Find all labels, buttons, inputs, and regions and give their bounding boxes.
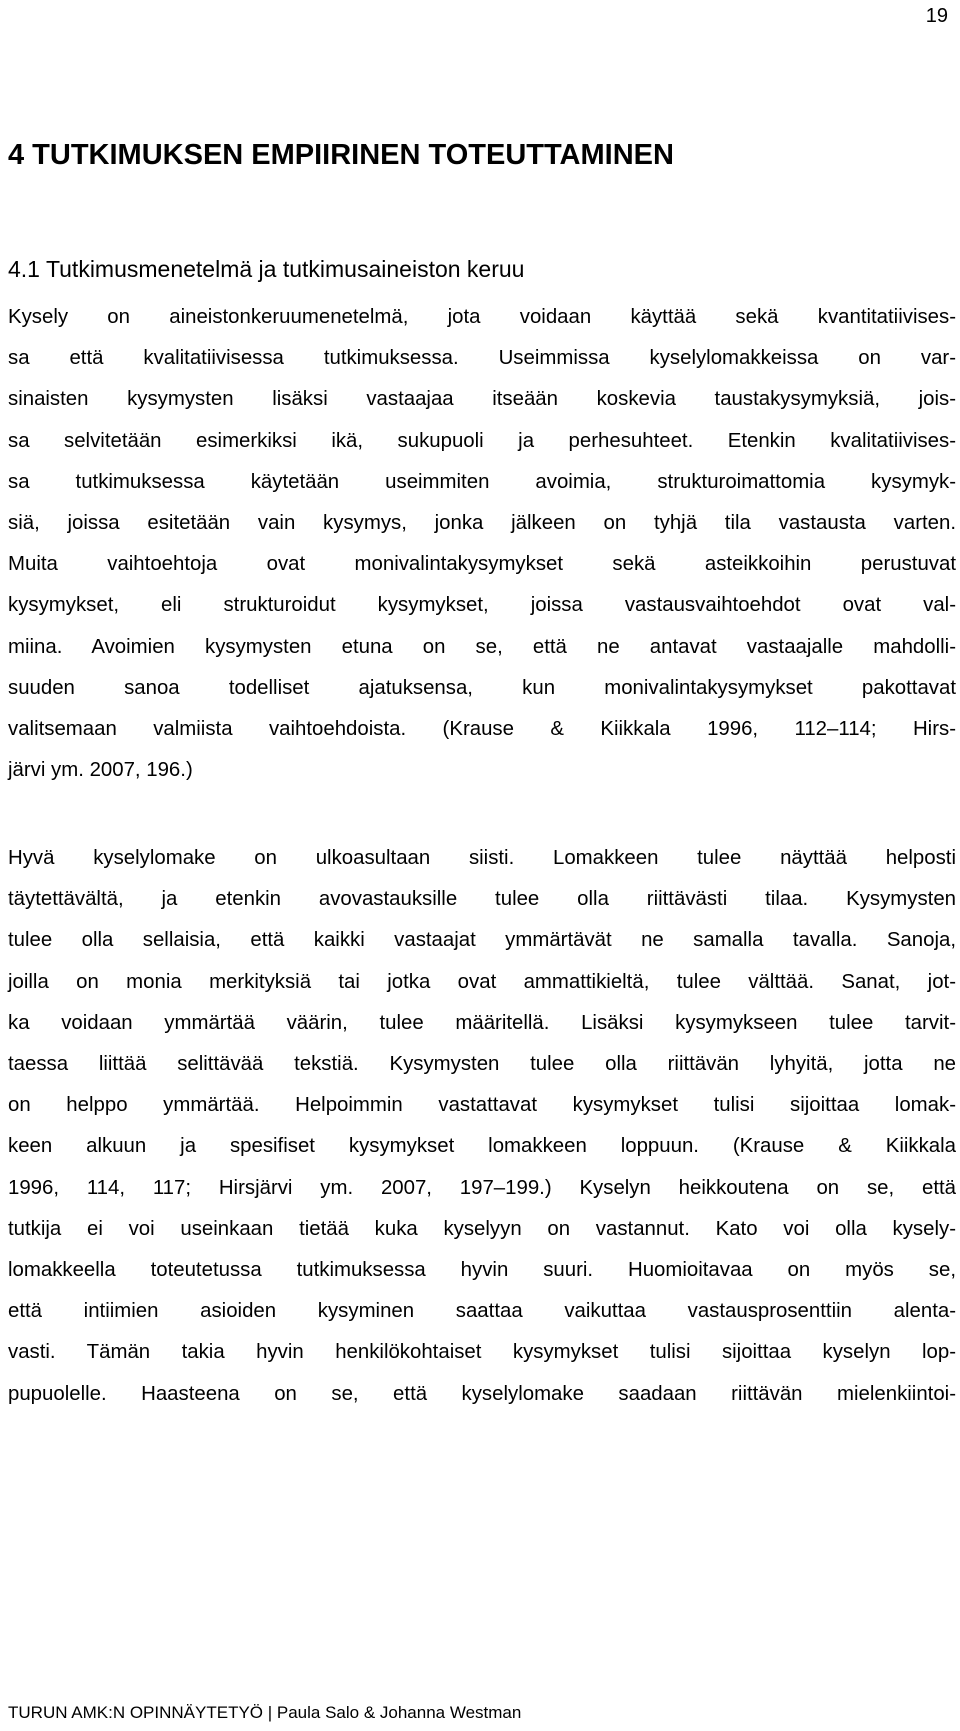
text-line: suuden sanoa todelliset ajatuksensa, kun monivalintakysymykset pakottavat <box>8 676 956 699</box>
text-line: että intiimien asioiden kysyminen saattaa vaikuttaa vastausprosenttiin alenta- <box>8 1300 956 1323</box>
text-line: Muita vaihtoehtoja ovat monivalintakysymykset sekä asteikkoihin perustuvat <box>8 553 956 576</box>
text-line: pupuolelle. Haasteena on se, että kyselylomake saadaan riittävän mielenkiintoi- <box>8 1382 956 1405</box>
chapter-heading: 4 TUTKIMUKSEN EMPIIRINEN TOTEUTTAMINEN <box>8 139 674 171</box>
text-line: vasti. Tämän takia hyvin henkilökohtaiset kysymykset tulisi sijoittaa kyselyn lop- <box>8 1341 956 1364</box>
text-line: joilla on monia merkityksiä tai jotka ovat ammattikieltä, tulee välttää. Sanat, jot- <box>8 970 956 993</box>
text-line: keen alkuun ja spesifiset kysymykset lomakkeen loppuun. (Krause & Kiikkala <box>8 1135 956 1158</box>
text-line: ka voidaan ymmärtää väärin, tulee määritellä. Lisäksi kysymykseen tulee tarvit- <box>8 1011 956 1034</box>
section-heading: 4.1 Tutkimusmenetelmä ja tutkimusaineiston keruu <box>8 256 525 282</box>
text-line: taessa liittää selittävää tekstiä. Kysymysten tulee olla riittävän lyhyitä, jotta ne <box>8 1053 956 1076</box>
paragraph-questionnaire-method <box>8 297 956 791</box>
text-line: sa selvitetään esimerkiksi ikä, sukupuoli ja perhesuhteet. Etenkin kvalitatiivises- <box>8 429 956 452</box>
footer: TURUN AMK:N OPINNÄYTETYÖ | Paula Salo & Johanna Westman <box>8 1703 522 1722</box>
text-line: sa että kvalitatiivisessa tutkimuksessa. Useimmissa kyselylomakkeissa on var- <box>8 347 956 370</box>
text-line: järvi ym. 2007, 196.) <box>8 759 193 782</box>
text-line: miina. Avoimien kysymysten etuna on se, että ne antavat vastaajalle mahdolli- <box>8 635 956 658</box>
text-line: on helppo ymmärtää. Helpoimmin vastattavat kysymykset tulisi sijoittaa lomak- <box>8 1094 956 1117</box>
text-line: valitsemaan valmiista vaihtoehdoista. (Krause & Kiikkala 1996, 112–114; Hirs- <box>8 718 956 741</box>
text-line: lomakkeella toteutetussa tutkimuksessa hyvin suuri. Huomioitavaa on myös se, <box>8 1259 956 1282</box>
text-line: Hyvä kyselylomake on ulkoasultaan siisti. Lomakkeen tulee näyttää helposti <box>8 847 956 869</box>
text-line: siä, joissa esitetään vain kysymys, jonka jälkeen on tyhjä tila vastausta varten. <box>8 512 956 535</box>
text-line: tutkija ei voi useinkaan tietää kuka kyselyyn on vastannut. Kato voi olla kysely- <box>8 1217 956 1240</box>
text-line: sa tutkimuksessa käytetään useimmiten avoimia, strukturoimattomia kysymyk- <box>8 470 956 493</box>
text-line: Kysely on aineistonkeruumenetelmä, jota voidaan käyttää sekä kvantitatiivises- <box>8 306 956 328</box>
page-number: 19 <box>925 5 948 27</box>
text-line: täytettävältä, ja etenkin avovastauksille tulee olla riittävästi tilaa. Kysymysten <box>8 888 956 911</box>
text-line: 1996, 114, 117; Hirsjärvi ym. 2007, 197–199.) Kyselyn heikkoutena on se, että <box>8 1176 956 1199</box>
text-line: sinaisten kysymysten lisäksi vastaajaa itseään koskevia taustakysymyksiä, jois- <box>8 388 956 411</box>
text-line: kysymykset, eli strukturoidut kysymykset, joissa vastausvaihtoehdot ovat val- <box>8 594 956 617</box>
text-line: tulee olla sellaisia, että kaikki vastaajat ymmärtävät ne samalla tavalla. Sanoja, <box>8 929 956 952</box>
paragraph-questionnaire-design <box>8 838 956 1415</box>
